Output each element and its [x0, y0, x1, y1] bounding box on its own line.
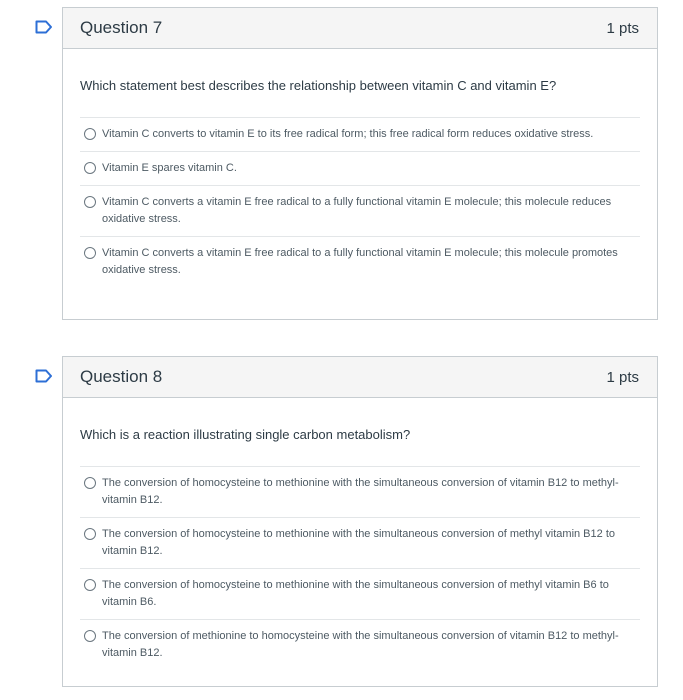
- answer-option[interactable]: [80, 569, 640, 620]
- question-points: 1 pts: [606, 19, 639, 37]
- question-points: 1 pts: [606, 368, 639, 386]
- answer-option[interactable]: [80, 467, 640, 518]
- question-header: [63, 8, 657, 49]
- answer-option[interactable]: [80, 620, 640, 670]
- radio-button-icon[interactable]: [84, 196, 96, 208]
- answer-label[interactable]: The conversion of homocysteine to methionine with the simultaneous conversion of vitamin B12 to methyl-vitamin B12.: [102, 477, 619, 506]
- answer-option[interactable]: [80, 186, 640, 237]
- question-card: [62, 7, 658, 320]
- answer-label[interactable]: The conversion of homocysteine to methionine with the simultaneous conversion of methyl vitamin B6 to vitamin B6.: [102, 579, 609, 608]
- answer-label[interactable]: Vitamin C converts a vitamin E free radical to a fully functional vitamin E molecule; this molecule reduces oxidative stress.: [102, 196, 612, 225]
- radio-button-icon[interactable]: [84, 162, 96, 174]
- radio-button-icon[interactable]: [84, 579, 96, 591]
- question-text: Which is a reaction illustrating single carbon metabolism?: [80, 398, 640, 467]
- answer-option[interactable]: [80, 118, 640, 152]
- answer-option[interactable]: [80, 518, 640, 569]
- question-body: [63, 49, 657, 287]
- question-body: [63, 398, 657, 670]
- radio-button-icon[interactable]: [84, 528, 96, 540]
- radio-button-icon[interactable]: [84, 247, 96, 259]
- answer-label[interactable]: The conversion of methionine to homocysteine with the simultaneous conversion of vitamin B12 to methyl-vitamin B12.: [102, 630, 619, 659]
- radio-button-icon[interactable]: [84, 128, 96, 140]
- answer-option[interactable]: [80, 152, 640, 186]
- answer-label[interactable]: Vitamin E spares vitamin C.: [102, 162, 237, 174]
- question-card: [62, 356, 658, 687]
- question-text: Which statement best describes the relationship between vitamin C and vitamin E?: [80, 49, 640, 118]
- question-title: Question 7: [80, 18, 163, 37]
- answer-label[interactable]: Vitamin C converts a vitamin E free radical to a fully functional vitamin E molecule; this molecule promotes oxidative stress.: [102, 247, 618, 276]
- question-header: [63, 357, 657, 398]
- flag-question-icon[interactable]: [35, 369, 53, 383]
- flag-question-icon[interactable]: [35, 20, 53, 34]
- radio-button-icon[interactable]: [84, 477, 96, 489]
- answer-option[interactable]: [80, 237, 640, 287]
- radio-button-icon[interactable]: [84, 630, 96, 642]
- answer-label[interactable]: The conversion of homocysteine to methionine with the simultaneous conversion of methyl vitamin B12 to vitamin B12.: [102, 528, 615, 557]
- question-title: Question 8: [80, 367, 163, 386]
- answer-label[interactable]: Vitamin C converts to vitamin E to its free radical form; this free radical form reduces oxidative stress.: [102, 128, 594, 140]
